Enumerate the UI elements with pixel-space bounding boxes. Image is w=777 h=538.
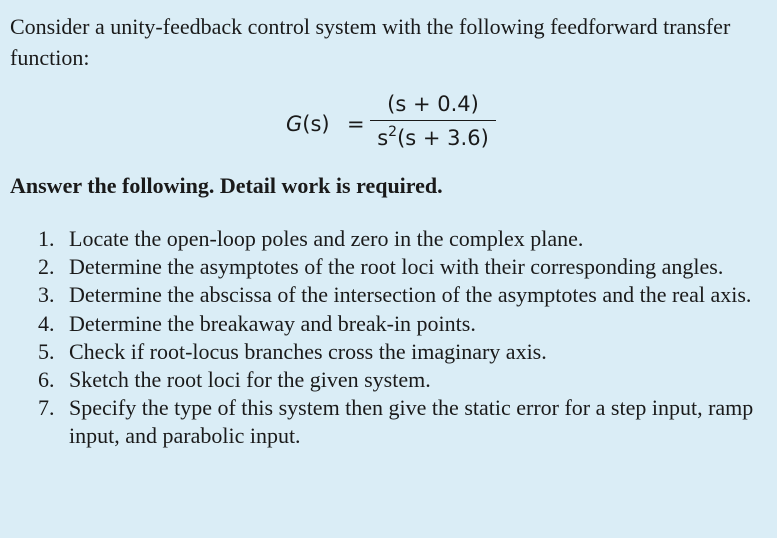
question-item: [38, 281, 768, 309]
question-text: Determine the breakaway and break-in points.: [69, 310, 476, 336]
question-text: Specify the type of this system then give the static error for a step input, ramp input, and parabolic input.: [69, 395, 754, 449]
denominator-rest: (s + 3.6): [397, 126, 489, 150]
question-number: 6.: [38, 367, 55, 393]
equation-function-argument: (s): [302, 112, 330, 136]
equation-numerator: (s + 0.4): [387, 92, 479, 116]
equation-denominator: [370, 123, 496, 153]
equation-lhs: [286, 112, 330, 136]
question-text: Locate the open-loop poles and zero in the complex plane.: [69, 226, 584, 251]
question-text: Sketch the root loci for the given system.: [69, 367, 431, 393]
equation-fraction: [370, 88, 496, 153]
question-text: Determine the abscissa of the intersection of the asymptotes and the real axis.: [69, 282, 752, 308]
question-list: [38, 225, 768, 451]
denominator-exponent: 2: [388, 124, 398, 140]
transfer-function-equation: [286, 88, 546, 160]
equation-function-name: G: [286, 112, 303, 136]
question-text: Check if root-locus branches cross the imaginary axis.: [69, 338, 547, 364]
question-item: [38, 366, 768, 394]
instruction-heading: Answer the following. Detail work is required.: [10, 173, 443, 198]
question-number: 3.: [38, 282, 55, 308]
intro-paragraph: Consider a unity-feedback control system with the following feedforward transfer function:: [10, 14, 731, 70]
question-number: 5.: [38, 338, 55, 364]
question-number: 7.: [38, 395, 55, 421]
question-number: 2.: [38, 254, 55, 280]
question-item: [38, 394, 768, 450]
denominator-base: s: [377, 126, 389, 150]
fraction-bar: [370, 120, 496, 121]
question-item: [38, 253, 768, 281]
question-text: Determine the asymptotes of the root loci with their corresponding angles.: [69, 254, 724, 280]
question-number: 1.: [38, 226, 55, 251]
question-item: [38, 225, 768, 253]
question-number: 4.: [38, 310, 55, 336]
question-item: [38, 310, 768, 338]
question-item: [38, 338, 768, 366]
equation-equals-sign: =: [347, 112, 365, 136]
